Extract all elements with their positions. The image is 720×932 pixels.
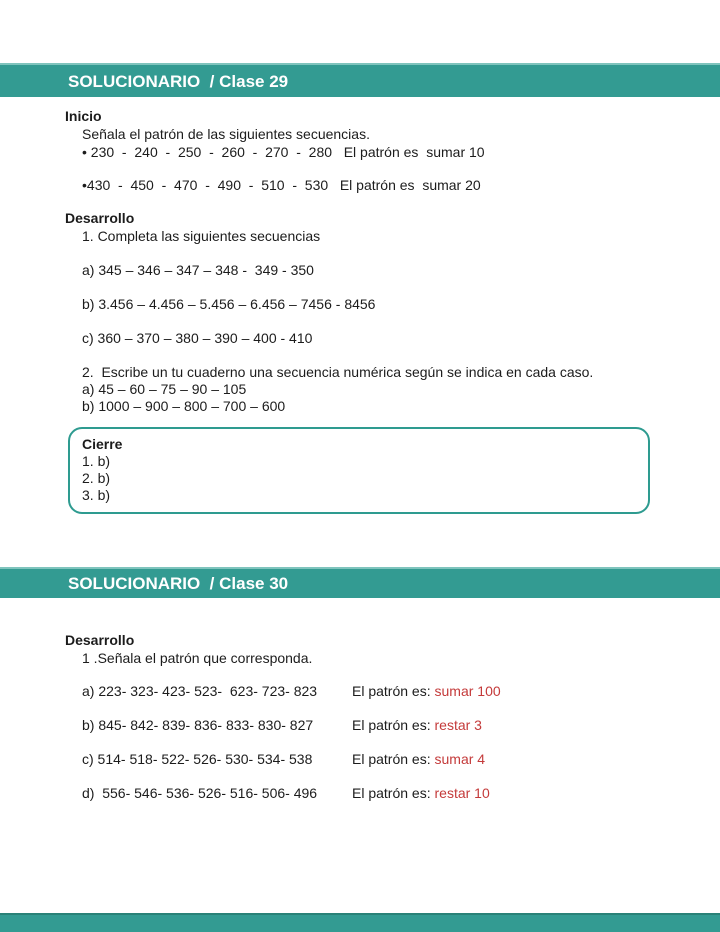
sequence-1c: c) 360 – 370 – 380 – 390 – 400 - 410 — [82, 330, 313, 346]
section-header-bar-clase30 — [0, 567, 720, 598]
pattern-sequence-c: c) 514- 518- 522- 526- 530- 534- 538 — [82, 751, 313, 767]
section-clase30-content — [0, 632, 720, 802]
pattern-label-a: El patrón es: — [352, 683, 435, 699]
pattern-label-d: El patrón es: — [352, 785, 435, 801]
section-title-clase30: SOLUCIONARIO / Clase 30 — [68, 574, 289, 593]
pattern-label-c: El patrón es: — [352, 751, 435, 767]
task-clase30: 1 .Señala el patrón que corresponda. — [82, 650, 313, 666]
pattern-sequence-a: a) 223- 323- 423- 523- 623- 723- 823 — [82, 683, 318, 699]
inicio-intro: Señala el patrón de las siguientes secuencias. — [82, 126, 370, 142]
cierre-answer-2: 2. b) — [82, 470, 111, 486]
pattern-row-a — [65, 683, 680, 700]
footer-bar — [0, 913, 720, 932]
pattern-answer-a: sumar 100 — [434, 683, 501, 699]
cierre-answer-3: 3. b) — [82, 487, 111, 503]
inicio-bullet-1: • 230 - 240 - 250 - 260 - 270 - 280 El patrón es sumar 10 — [82, 144, 485, 160]
pattern-row-b — [65, 717, 680, 734]
pattern-sequence-d: d) 556- 546- 536- 526- 516- 506- 496 — [82, 785, 318, 801]
pattern-row-d — [65, 785, 680, 802]
desarrollo-heading: Desarrollo — [65, 210, 135, 226]
sequence-2b: b) 1000 – 900 – 800 – 700 – 600 — [82, 398, 286, 414]
task-1: 1. Completa las siguientes secuencias — [82, 228, 321, 244]
section-header-bar-clase29 — [0, 63, 720, 97]
inicio-heading: Inicio — [65, 108, 102, 124]
pattern-sequence-b: b) 845- 842- 839- 836- 833- 830- 827 — [82, 717, 314, 733]
inicio-bullet-2: •430 - 450 - 470 - 490 - 510 - 530 El patrón es sumar 20 — [82, 177, 481, 193]
pattern-answer-c: sumar 4 — [434, 751, 486, 767]
sequence-2a: a) 45 – 60 – 75 – 90 – 105 — [82, 381, 247, 397]
section-title-clase29: SOLUCIONARIO / Clase 29 — [68, 71, 289, 91]
pattern-row-c — [65, 751, 680, 768]
cierre-answer-1: 1. b) — [82, 453, 111, 469]
section-clase29-content — [0, 108, 720, 514]
cierre-heading: Cierre — [82, 436, 123, 452]
sequence-1b: b) 3.456 – 4.456 – 5.456 – 6.456 – 7456 - 8456 — [82, 296, 376, 312]
task-2: 2. Escribe un tu cuaderno una secuencia numérica según se indica en cada caso. — [82, 364, 594, 380]
desarrollo-heading-clase30: Desarrollo — [65, 632, 135, 648]
cierre-box — [68, 427, 650, 514]
pattern-answer-d: restar 10 — [434, 785, 490, 801]
pattern-answer-b: restar 3 — [434, 717, 482, 733]
sequence-1a: a) 345 – 346 – 347 – 348 - 349 - 350 — [82, 262, 314, 278]
pattern-label-b: El patrón es: — [352, 717, 435, 733]
